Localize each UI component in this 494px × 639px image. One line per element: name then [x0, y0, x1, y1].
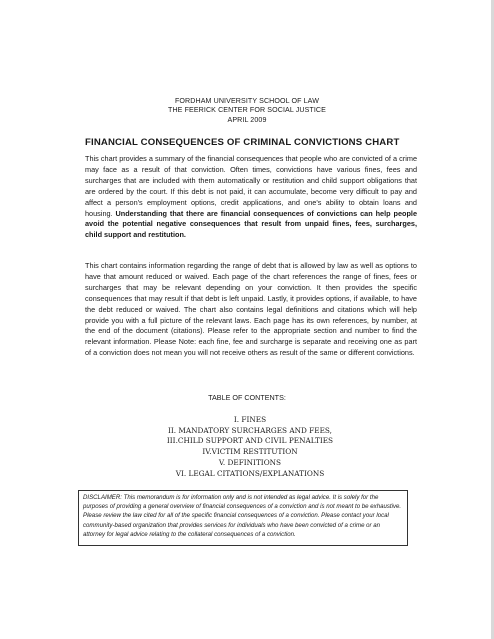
intro-paragraph-bold: Understanding that there are financial consequences of convictions can help people avoid the potential negative consequences that result from unpaid fines, fees, surcharges, child support and restitution. [85, 208, 417, 240]
toc-item: II. MANDATORY SURCHARGES AND FEES, [168, 425, 332, 435]
header-center: THE FEERICK CENTER FOR SOCIAL JUSTICE [168, 106, 326, 115]
toc-heading: TABLE OF CONTENTS: [208, 393, 286, 402]
toc-item: IV.VICTIM RESTITUTION [202, 447, 298, 457]
intro-paragraph [85, 154, 417, 241]
document-header [0, 97, 494, 125]
toc-item: VI. LEGAL CITATIONS/EXPLANATIONS [175, 468, 325, 478]
toc-item: I. FINES [233, 415, 267, 424]
disclaimer-box: DISCLAIMER: This memorandum is for information only and is not intended as legal advice. It is solely for the purposes of providing a general overview of financial consequences of a conviction and is not meant to be exhaustive. Please review the law cited for all of the specific financial consequences of a conviction. Please contact your local community-based organization that provides services for individuals who have been convicted of a crime or an attorney for legal advice relating to the collateral consequences of a conviction. [78, 490, 408, 546]
toc-item: V. DEFINITIONS [218, 457, 282, 467]
header-date: APRIL 2009 [227, 115, 267, 124]
chart-description-paragraph: This chart contains information regarding the range of debt that is allowed by law as well as options to have that amount reduced or waived. Each page of the chart references the range of fines, fees or surcharges that may be relevant depending on your conviction. It then provides the specific consequences that may result if that debt is left unpaid. Lastly, it provides options, if available, to have the debt reduced or waived. The chart also contains legal definitions and citations which will help provide you with a full picture of the relevant laws. Each page has its own references, by number, at the end of the document (citations). Please refer to the appropriate section and number to find the relevant information. Please Note: each fine, fee and surcharge is separate and receiving one as part of a conviction does not mean you will not receive others as result of the same or different convictions. [85, 261, 417, 358]
header-school: FORDHAM UNIVERSITY SCHOOL OF LAW [174, 97, 320, 105]
intro-paragraph-text: This chart provides a summary of the financial consequences that people who are convicted of a crime may face as a result of that conviction. Often times, convictions have various fines, fees and surcharges that are included with them automatically or restitution and child support obligations that are ordered by the court. If this debt is not paid, it can accumulate, become very difficult to pay and affect a person's employment options, credit applications, and one's ability to obtain loans and housing. [85, 154, 417, 218]
toc-item: III.CHILD SUPPORT AND CIVIL PENALTIES [166, 436, 334, 446]
document-title: FINANCIAL CONSEQUENCES OF CRIMINAL CONVICTIONS CHART [85, 137, 400, 148]
table-of-contents [150, 415, 350, 479]
